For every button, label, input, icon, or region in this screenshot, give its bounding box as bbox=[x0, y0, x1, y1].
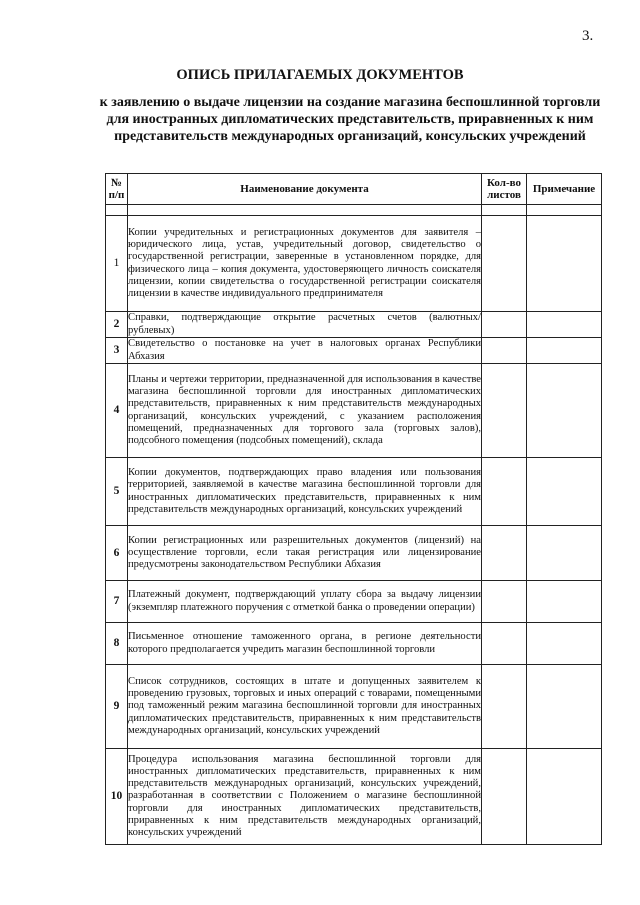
table-row bbox=[106, 364, 602, 458]
row-note-cell bbox=[527, 458, 602, 526]
row-number: 5 bbox=[106, 458, 128, 526]
row-note-cell bbox=[527, 581, 602, 623]
row-number: 9 bbox=[106, 665, 128, 749]
row-number: 10 bbox=[106, 749, 128, 845]
documents-table bbox=[105, 173, 602, 845]
row-note-cell bbox=[527, 623, 602, 665]
row-note-cell bbox=[527, 364, 602, 458]
row-sheets-cell bbox=[482, 458, 527, 526]
row-note-cell bbox=[527, 665, 602, 749]
row-document-name: Процедура использования магазина беспошлинной торговли для иностранных дипломатических представительств, приравненных к ним представительств международных организаций, консульских учреждений, разработанная в соответствии с Положением о магазине беспошлинной торговли для иностранных дипломатических представительств, приравненных к ним представительств международных организаций, консульских учреждений bbox=[128, 749, 482, 845]
table-row bbox=[106, 581, 602, 623]
row-number: 7 bbox=[106, 581, 128, 623]
row-number: 3 bbox=[106, 338, 128, 364]
row-number: 2 bbox=[106, 312, 128, 338]
table-row bbox=[106, 749, 602, 845]
row-sheets-cell bbox=[482, 364, 527, 458]
table-row bbox=[106, 665, 602, 749]
header-note: Примечание bbox=[527, 174, 602, 205]
header-name: Наименование документа bbox=[128, 174, 482, 205]
row-note-cell bbox=[527, 216, 602, 312]
row-document-name: Справки, подтверждающие открытие расчетных счетов (валютных/ рублевых) bbox=[128, 312, 481, 336]
row-document-name: Копии документов, подтверждающих право владения или пользования территорией, заявляемой в качестве магазина беспошлинной торговли для иностранных дипломатических представительств, приравненных к ним представительств международных организаций, консульских учреждений bbox=[128, 458, 482, 526]
table-row bbox=[106, 623, 602, 665]
row-note-cell bbox=[527, 526, 602, 581]
page-number: 3. bbox=[582, 28, 594, 44]
table-row bbox=[106, 338, 602, 364]
table-header-row bbox=[106, 174, 602, 205]
row-sheets-cell bbox=[482, 312, 527, 338]
row-number: 4 bbox=[106, 364, 128, 458]
row-number: 1 bbox=[106, 216, 128, 312]
row-document-name: Планы и чертежи территории, предназначенной для использования в качестве магазина беспошлинной торговли для иностранных дипломатических представительств, приравненных к ним представительств международных организаций, консульских учреждений, с указанием расположения помещений, предназначенных для торгового зала (торговых залов), подсобного помещения (подсобных помещений), склада bbox=[128, 364, 482, 458]
row-note-cell bbox=[527, 749, 602, 845]
row-sheets-cell bbox=[482, 581, 527, 623]
table-row bbox=[106, 526, 602, 581]
row-sheets-cell bbox=[482, 623, 527, 665]
row-sheets-cell bbox=[482, 338, 527, 364]
row-document-name: Свидетельство о постановке на учет в налоговых органах Республики Абхазия bbox=[128, 338, 481, 362]
row-document-name: Копии регистрационных или разрешительных документов (лицензий) на осуществление торговли, если такая регистрация или лицензирование предусмотрены законодательством Республики Абхазия bbox=[128, 526, 482, 581]
row-note-cell bbox=[527, 312, 602, 338]
row-note-cell bbox=[527, 338, 602, 364]
table-row bbox=[106, 216, 602, 312]
row-sheets-cell bbox=[482, 526, 527, 581]
table-row bbox=[106, 458, 602, 526]
row-document-name: Копии учредительных и регистрационных документов для заявителя – юридического лица, устав, учредительный договор, свидетельство о государственной регистрации, заверенные в установленном порядке, для физического лица – копия документа, удостоверяющего личность соискателя лицензии, копии свидетельства о государственной регистрации соискателя лицензии в качестве индивидуального предпринимателя bbox=[128, 216, 482, 312]
header-num: № п/п bbox=[106, 174, 128, 205]
page-subtitle: к заявлению о выдаче лицензии на создание магазина беспошлинной торговли для иностранных дипломатических представительств, приравненных к ним представительств международных организаций, консульских учреждений bbox=[99, 95, 601, 144]
row-number: 8 bbox=[106, 623, 128, 665]
row-number: 6 bbox=[106, 526, 128, 581]
row-document-name: Платежный документ, подтверждающий уплату сбора за выдачу лицензии (экземпляр платежного поручения с отметкой банка о проведении операции) bbox=[128, 581, 482, 623]
table-spacer-row bbox=[106, 205, 602, 216]
row-sheets-cell bbox=[482, 665, 527, 749]
table-row bbox=[106, 312, 602, 338]
row-sheets-cell bbox=[482, 749, 527, 845]
page-title: ОПИСЬ ПРИЛАГАЕМЫХ ДОКУМЕНТОВ bbox=[176, 67, 464, 83]
row-document-name: Список сотрудников, состоящих в штате и допущенных заявителем к проведению грузовых, торговых и иных операций с товарами, помещенными под таможенный режим магазина беспошлинной торговли для иностранных дипломатических представительств, приравненных к ним представительств международных организаций, консульских учреждений bbox=[128, 665, 482, 749]
row-sheets-cell bbox=[482, 216, 527, 312]
row-document-name: Письменное отношение таможенного органа, в регионе деятельности которого предполагается учредить магазин беспошлинной торговли bbox=[128, 623, 482, 665]
header-sheets: Кол-во листов bbox=[482, 174, 527, 205]
